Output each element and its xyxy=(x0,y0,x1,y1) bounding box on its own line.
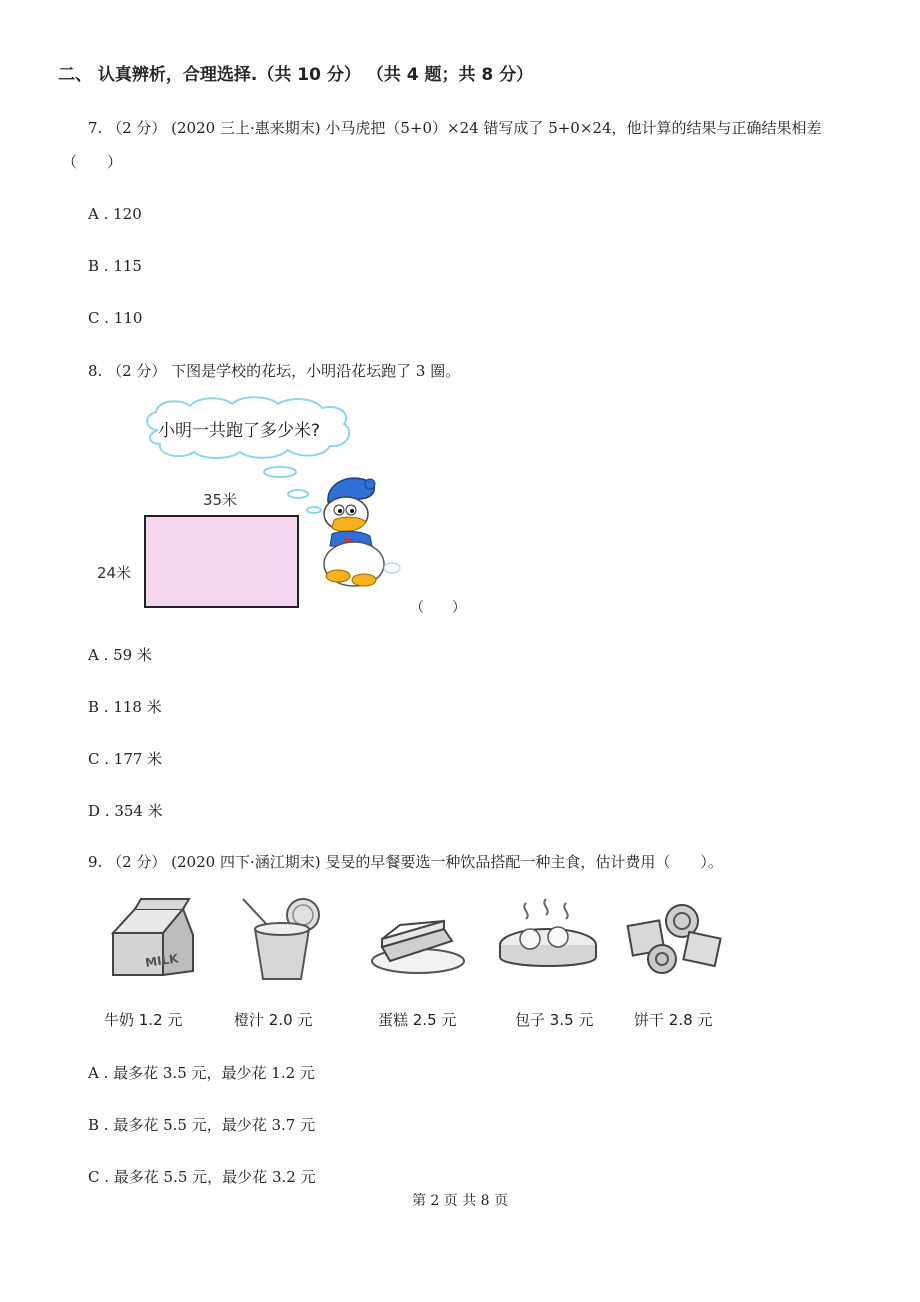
question-8-text: 8. （2 分） 下图是学校的花坛，小明沿花坛跑了 3 圈。 xyxy=(88,362,461,380)
question-8-option-d[interactable]: D . 354 米 xyxy=(88,802,163,820)
question-7-option-a[interactable]: A . 120 xyxy=(88,205,142,223)
rect-width-label: 35米 xyxy=(203,491,238,509)
cake-icon xyxy=(360,895,470,985)
page-footer: 第 2 页 共 8 页 xyxy=(411,1193,509,1209)
question-7-blank: （ ） xyxy=(62,153,123,171)
question-7-option-b[interactable]: B . 115 xyxy=(88,257,142,275)
question-7-text: 7. （2 分） (2020 三上·惠来期末) 小马虎把（5+0）×24 错写成了 5+0×24，他计算的结果与正确结果相差 xyxy=(88,119,822,137)
orange-juice-icon xyxy=(225,895,335,985)
question-9-option-c[interactable]: C . 最多花 5.5 元，最少花 3.2 元 xyxy=(88,1168,316,1186)
duck-character-icon xyxy=(312,472,404,592)
question-7-option-c[interactable]: C . 110 xyxy=(88,309,143,327)
question-8-option-c[interactable]: C . 177 米 xyxy=(88,750,163,768)
food-label-biscuits: 饼干 2.8 元 xyxy=(634,1011,713,1029)
question-9-text: 9. （2 分） (2020 四下·涵江期末) 旻旻的早餐要选一种饮品搭配一种主食，估计费用（ ）。 xyxy=(88,853,723,871)
biscuits-icon xyxy=(620,895,730,985)
food-label-cake: 蛋糕 2.5 元 xyxy=(378,1011,457,1029)
question-9-option-a[interactable]: A . 最多花 3.5 元，最少花 1.2 元 xyxy=(88,1064,315,1082)
food-label-orange-juice: 橙汁 2.0 元 xyxy=(234,1011,313,1029)
cloud-question-text: 小明一共跑了多少米? xyxy=(158,421,321,441)
question-9-option-b[interactable]: B . 最多花 5.5 元，最少花 3.7 元 xyxy=(88,1116,316,1134)
section-title: 二、 认真辨析，合理选择.（共 10 分） （共 4 题；共 8 分） xyxy=(58,65,534,85)
flower-bed-rectangle xyxy=(144,515,299,608)
milk-carton-text: MILK xyxy=(144,951,180,970)
food-label-steamed-buns: 包子 3.5 元 xyxy=(515,1011,594,1029)
milk-carton-icon xyxy=(105,895,215,985)
steamed-buns-icon xyxy=(492,895,602,985)
question-8-option-a[interactable]: A . 59 米 xyxy=(88,646,152,664)
food-label-milk: 牛奶 1.2 元 xyxy=(104,1011,183,1029)
rect-height-label: 24米 xyxy=(97,564,132,582)
question-8-blank: （ ） xyxy=(410,600,466,616)
question-8-option-b[interactable]: B . 118 米 xyxy=(88,698,162,716)
